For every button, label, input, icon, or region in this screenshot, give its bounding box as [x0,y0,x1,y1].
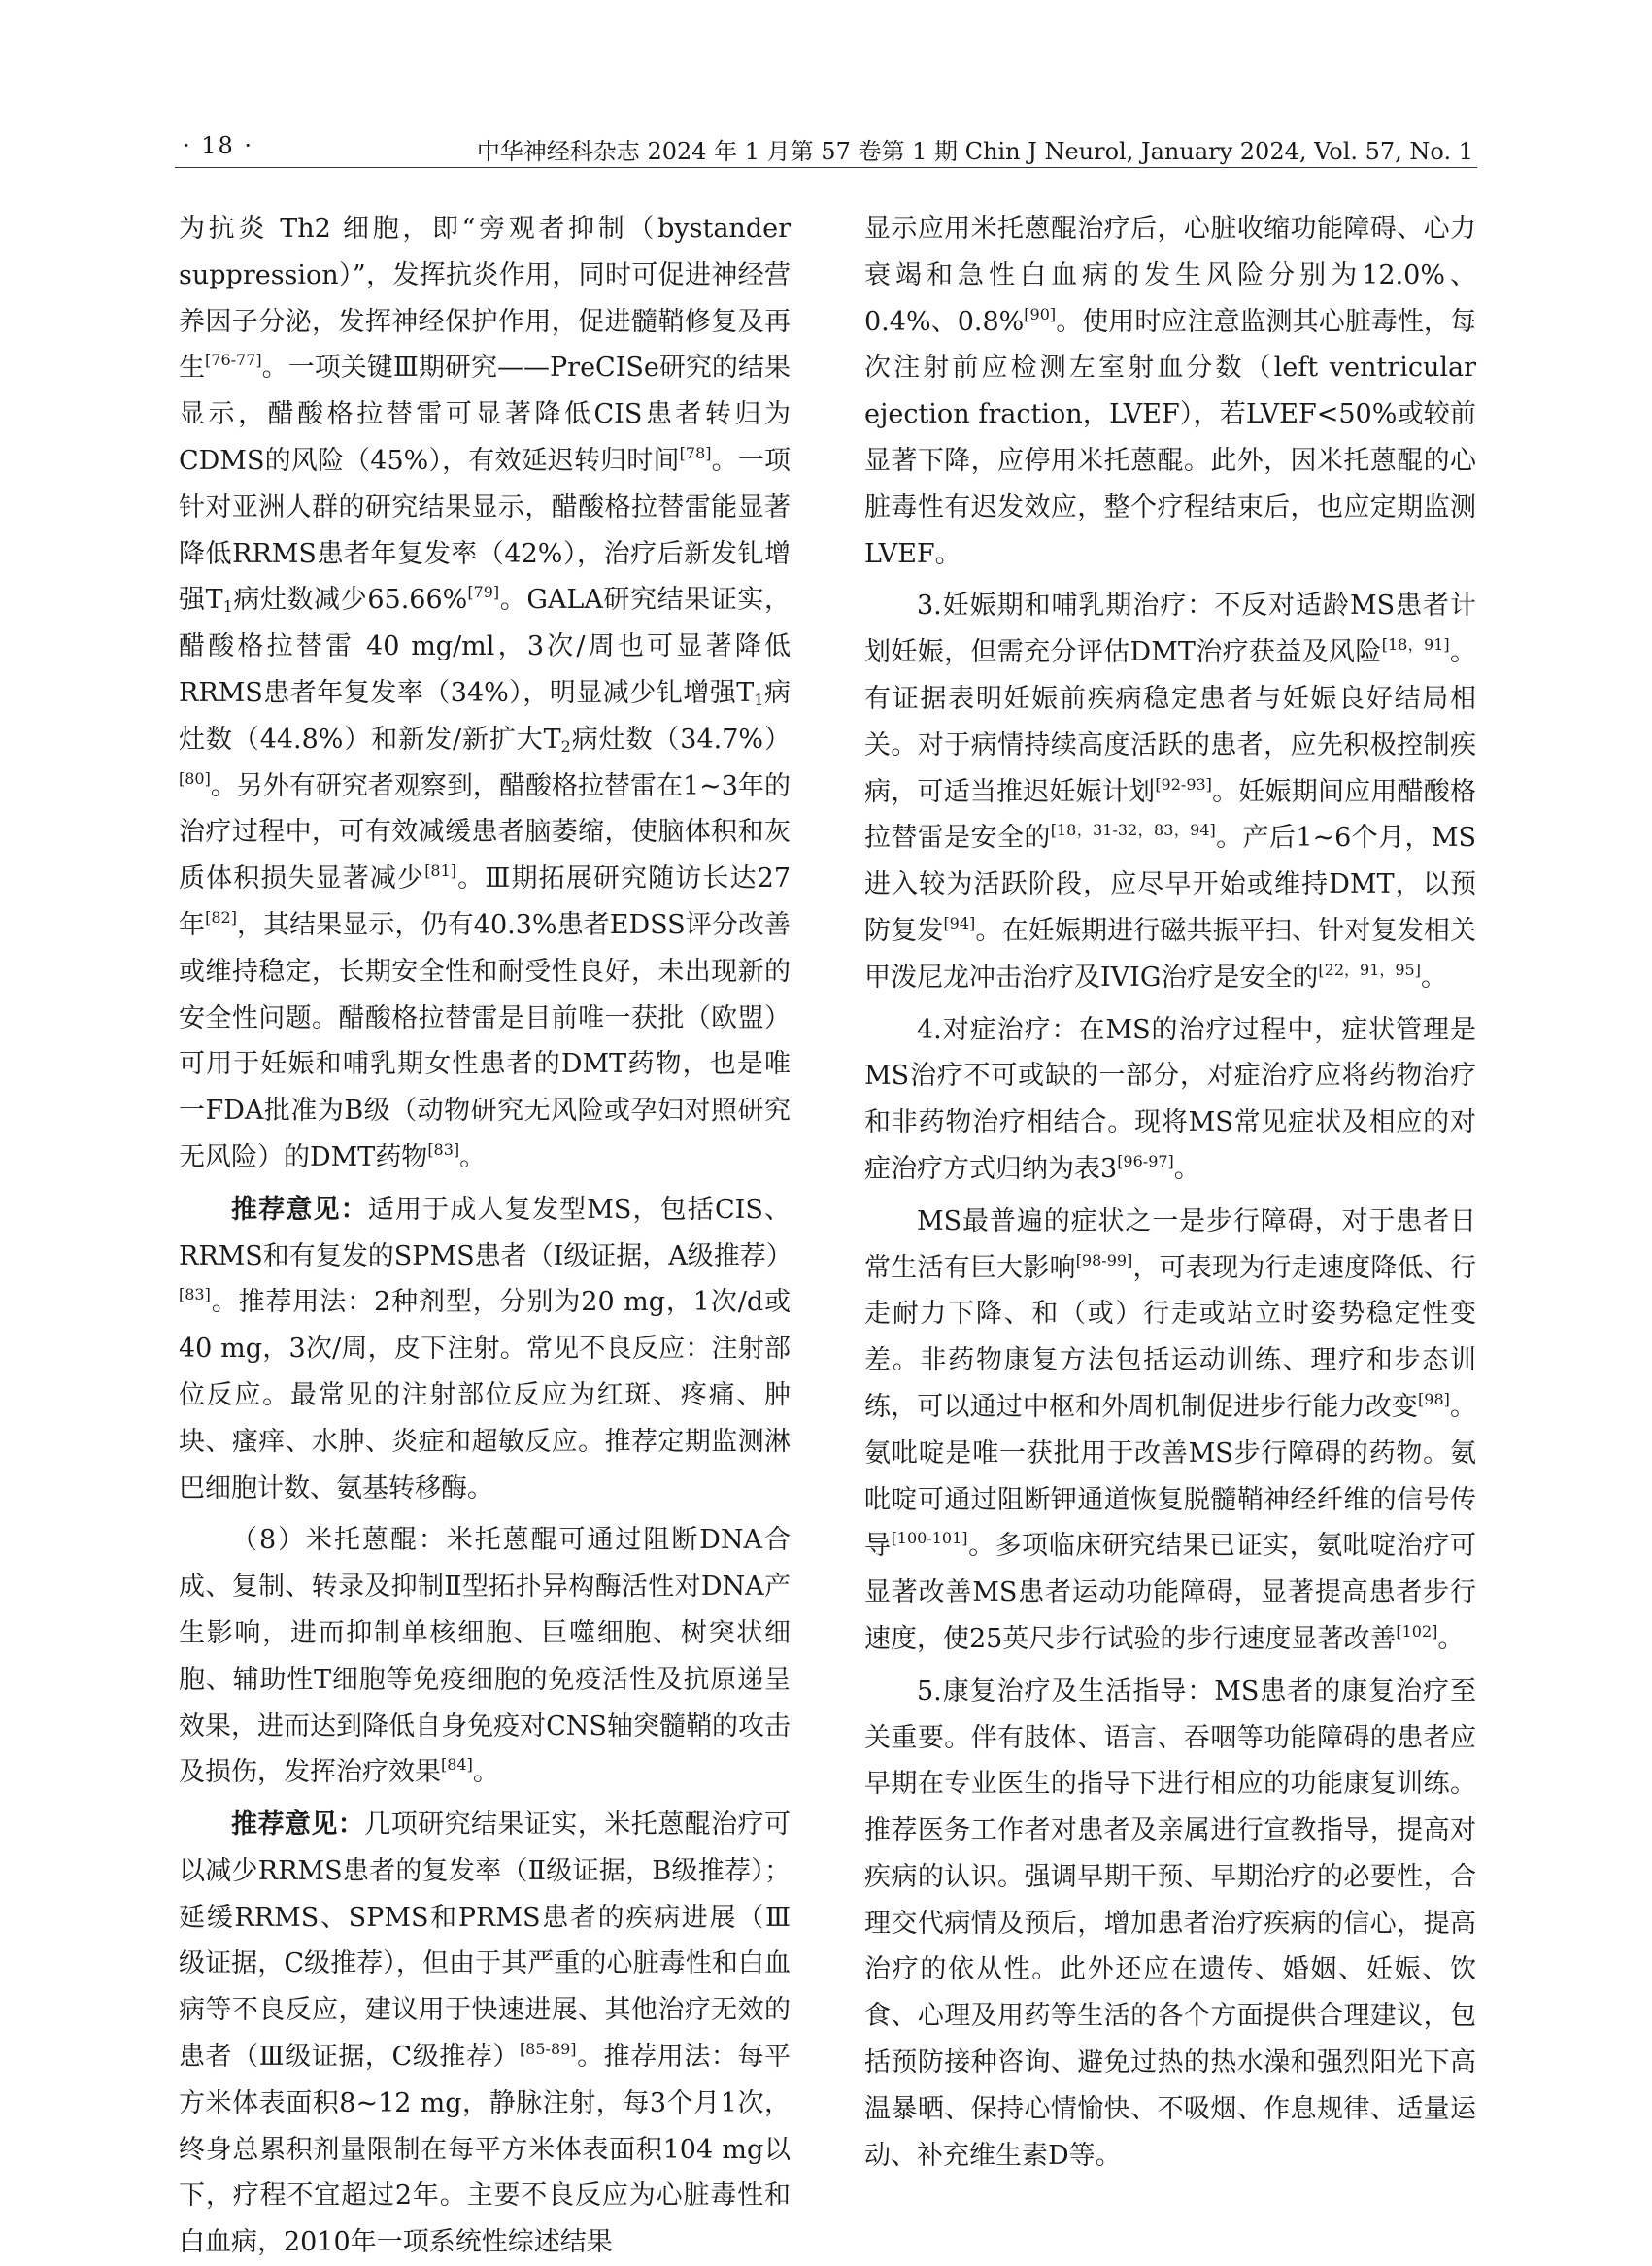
right-column [864,206,1476,2179]
paragraph-symptomatic-treatment: 4.对症治疗：在MS的治疗过程中，症状管理是MS治疗不可或缺的一部分，对症治疗应将药物治疗和非药物治疗相结合。现将MS常见症状及相应的对症治疗方式归纳为表3[96-97]。 [864,1014,1476,1184]
recommendation-label: 推荐意见： [231,1194,368,1225]
left-column [179,206,791,2266]
paragraph-pregnancy-treatment: 3.妊娠期和哺乳期治疗：不反对适龄MS患者计划妊娠，但需充分评估DMT治疗获益及风险[18，91]。有证据表明妊娠前疾病稳定患者与妊娠良好结局相关。对于病情持续高度活跃的患者，应先积极控制疾病，可适当推迟妊娠计划[92-93]。妊娠期间应用醋酸格拉替雷是安全的[18，31-32，83，94]。产后1~6个月，MS进入较为活跃阶段，应尽早开始或维持DMT，以预防复发[94]。在妊娠期进行磁共振平扫、针对复发相关甲泼尼龙冲击治疗及IVIG治疗是安全的[22，91，95]。 [864,591,1477,993]
running-header [175,128,1477,168]
paragraph-glatiramer-recommendation: 推荐意见：适用于成人复发型MS，包括CIS、RRMS和有复发的SPMS患者（Ⅰ级证据，A级推荐）[83]。推荐用法：2种剂型，分别为20 mg，1次/d或40 mg，3次/周，皮下注射。常见不良反应：注射部位反应。最常见的注射部位反应为红斑、疼痛、肿块、瘙痒、水肿、炎症和超敏反应。推荐定期监测淋巴细胞计数、氨基转移酶。 [179,1194,792,1504]
recommendation-label: 推荐意见： [231,1809,365,1841]
page-number: · 18 · [183,132,254,159]
paragraph-glatiramer-evidence: 为抗炎 Th2 细胞，即“旁观者抑制（bystander suppression）”，发挥抗炎作用，同时可促进神经营养因子分泌，发挥神经保护作用，促进髓鞘修复及再生[76-77]。一项关键Ⅲ期研究——PreCISe研究的结果显示，醋酸格拉替雷可显著降低CIS患者转归为CDMS的风险（45%），有效延迟转归时间[78]。一项针对亚洲人群的研究结果显示，醋酸格拉替雷能显著降低RRMS患者年复发率（42%），治疗后新发钆增强$T_1$病灶数减少65.66%[79]。GALA研究结果证实，醋酸格拉替雷 40 mg/ml，3次/周也可显著降低RRMS患者年复发率（34%），明显减少钆增强$T_1$病灶数（44.8%）和新发/新扩大$T_2$病灶数（34.7%）[80]。另外有研究者观察到，醋酸格拉替雷在1~3年的治疗过程中，可有效减缓患者脑萎缩，使脑体积和灰质体积损失显著减少[81]。Ⅲ期拓展研究随访长达27年[82]，其结果显示，仍有40.3%患者EDSS评分改善或维持稳定，长期安全性和耐受性良好，未出现新的安全性问题。醋酸格拉替雷是目前唯一获批（欧盟）可用于妊娠和哺乳期女性患者的DMT药物，也是唯一FDA批准为B级（动物研究无风险或孕妇对照研究无风险）的DMT药物[83]。 [179,214,792,1172]
journal-citation: 中华神经科杂志 2024 年 1 月第 57 卷第 1 期 Chin J Neurol, January 2024, Vol. 57, No. 1 [476,138,1473,165]
paragraph-mitoxantrone-recommendation: 推荐意见：几项研究结果证实，米托蒽醌治疗可以减少RRMS患者的复发率（Ⅱ级证据，B级推荐）；延缓RRMS、SPMS和PRMS患者的疾病进展（Ⅲ级证据，C级推荐），但由于其严重的心脏毒性和白血病等不良反应，建议用于快速进展、其他治疗无效的患者（Ⅲ级证据，C级推荐）[85-89]。推荐用法：每平方米体表面积8~12 mg，静脉注射，每3个月1次，终身总累积剂量限制在每平方米体表面积104 mg以下，疗程不宜超过2年。主要不良反应为心脏毒性和白血病，2010年一项系统性综述结果 [179,1809,791,2258]
paragraph-walking-impairment: MS最普遍的症状之一是步行障碍，对于患者日常生活有巨大影响[98-99]，可表现为行走速度降低、行走耐力下降、和（或）行走或站立时姿势稳定性变差。非药物康复方法包括运动训练、理疗和步态训练，可以通过中枢和外周机制促进步行能力改变[98]。氨吡啶是唯一获批用于改善MS步行障碍的药物。氨吡啶可通过阻断钾通道恢复脱髓鞘神经纤维的信号传导[100-101]。多项临床研究结果已证实，氨吡啶治疗可显著改善MS患者运动功能障碍，显著提高患者步行速度，使25英尺步行试验的步行速度显著改善[102]。 [864,1205,1477,1654]
paragraph-rehabilitation: 5.康复治疗及生活指导：MS患者的康复治疗至关重要。伴有肢体、语言、吞咽等功能障碍的患者应早期在专业医生的指导下进行相应的功能康复训练。推荐医务工作者对患者及亲属进行宣教指导，提高对疾病的认识。强调早期干预、早期治疗的必要性，合理交代病情及预后，增加患者治疗疾病的信心，提高治疗的依从性。此外还应在遗传、婚姻、妊娠、饮食、心理及用药等生活的各个方面提供合理建议，包括预防接种咨询、避免过热的热水澡和强烈阳光下高温暴晒、保持心情愉快、不吸烟、作息规律、适量运动、补充维生素D等。 [864,1675,1476,2171]
paragraph-mitoxantrone: （8）米托蒽醌：米托蒽醌可通过阻断DNA合成、复制、转录及抑制Ⅱ型拓扑异构酶活性对DNA产生影响，进而抑制单核细胞、巨噬细胞、树突状细胞、辅助性T细胞等免疫细胞的免疫活性及抗原递呈效果，进而达到降低自身免疫对CNS轴突髓鞘的攻击及损伤，发挥治疗效果[84]。 [179,1525,791,1788]
paragraph-mitoxantrone-safety: 显示应用米托蒽醌治疗后，心脏收缩功能障碍、心力衰竭和急性白血病的发生风险分别为12.0%、0.4%、0.8%[90]。使用时应注意监测其心脏毒性，每次注射前应检测左室射血分数（left ventricular ejection fraction，LVEF），若LVEF<50%或较前显著下降，应停用米托蒽醌。此外，因米托蒽醌的心脏毒性有迟发效应，整个疗程结束后，也应定期监测LVEF。 [864,214,1476,569]
